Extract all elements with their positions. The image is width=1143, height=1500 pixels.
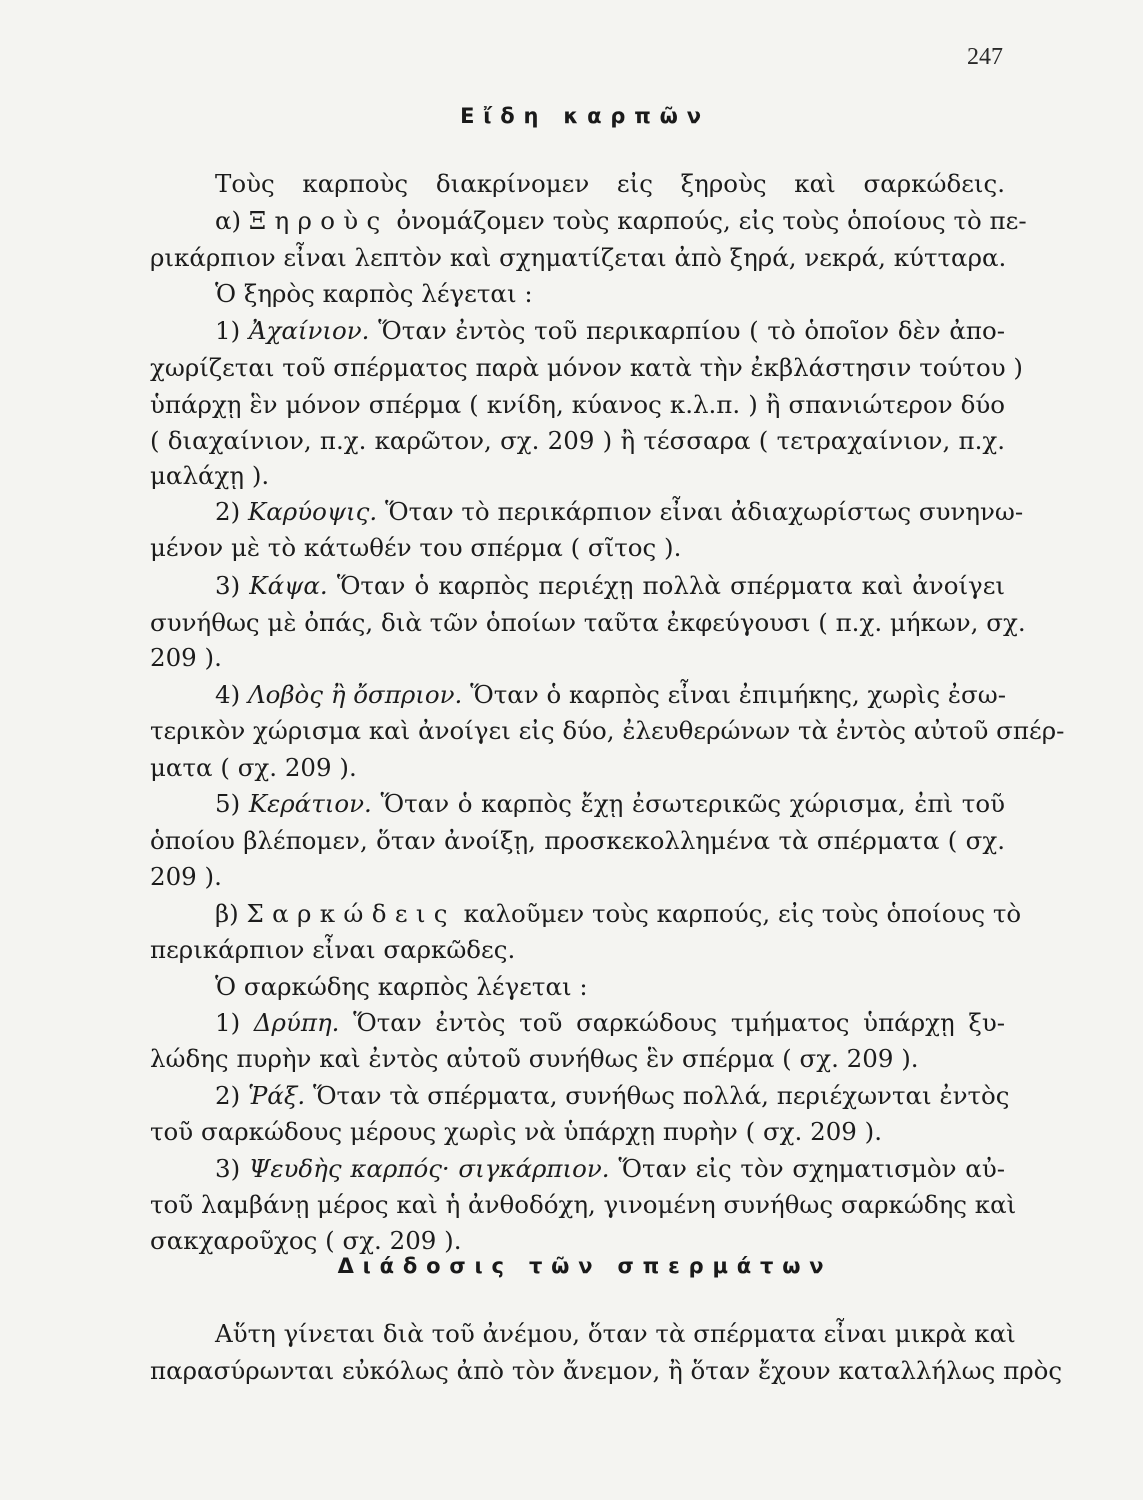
italic-term: Κάψα. [249,571,328,600]
text-line: β) Σαρκώδεις καλοῦμεν τοὺς καρπούς, εἰς τοὺς ὁποίους τὸ [215,899,1022,928]
text-line: τερικὸν χώρισμα καὶ ἀνοίγει εἰς δύο, ἐλευθερώνων τὰ ἐντὸς αὐτοῦ σπέρ- [150,716,1065,745]
text-line: ὁποίου βλέπομεν, ὅταν ἀνοίξῃ, προσκεκολλημένα τὰ σπέρματα ( σχ. [150,826,1005,855]
text-line: Τοὺς καρποὺς διακρίνομεν εἰς ξηροὺς καὶ σαρκώδεις. [215,169,1005,198]
text-line: Αὕτη γίνεται διὰ τοῦ ἀνέμου, ὅταν τὰ σπέρματα εἶναι μικρὰ καὶ [215,1319,1016,1348]
text-line: μαλάχῃ ). [150,461,270,490]
text-line: σακχαροῦχος ( σχ. 209 ). [150,1226,462,1255]
text-line: 3) Ψευδὴς καρπός· σιγκάρπιον. Ὅταν εἰς τὸν σχηματισμὸν αὐ- [215,1154,1005,1183]
text-line: Ὁ ξηρὸς καρπὸς λέγεται : [215,279,533,308]
text-line: ὑπάρχῃ ἓν μόνον σπέρμα ( κνίδη, κύανος κ.λ.π. ) ἢ σπανιώτερον δύο [150,390,1005,419]
section-heading-seed-dispersal: Διάδοσις τῶν σπερμάτων [337,1254,833,1278]
text-line: α) Ξηροὺς ὀνομάζομεν τοὺς καρπούς, εἰς τοὺς ὁποίους τὸ πε- [215,206,1027,235]
text-line: 209 ). [150,643,222,672]
text-line: 3) Κάψα. Ὅταν ὁ καρπὸς περιέχῃ πολλὰ σπέρματα καὶ ἀνοίγει [215,571,1005,600]
text-line: περικάρπιον εἶναι σαρκῶδες. [150,935,516,964]
section-heading-fruit-types: Εἴδη καρπῶν [460,104,710,128]
text-line: μένον μὲ τὸ κάτωθέν του σπέρμα ( σῖτος ). [150,533,682,562]
text-line: 1) Ἀχαίνιον. Ὅταν ἐντὸς τοῦ περικαρπίου ( τὸ ὁποῖον δὲν ἀπο- [215,316,1006,345]
text-line: 1) Δρύπη. Ὅταν ἐντὸς τοῦ σαρκώδους τμήματος ὑπάρχῃ ξυ- [215,1008,1005,1037]
text-line: χωρίζεται τοῦ σπέρματος παρὰ μόνον κατὰ τὴν ἐκβλάστησιν τούτου ) [150,353,1023,382]
text-line: Ὁ σαρκώδης καρπὸς λέγεται : [215,972,588,1001]
text-line: συνήθως μὲ ὀπάς, διὰ τῶν ὁποίων ταῦτα ἐκφεύγουσι ( π.χ. μήκων, σχ. [150,608,1026,637]
text-line: λώδης πυρὴν καὶ ἐντὸς αὐτοῦ συνήθως ἓν σπέρμα ( σχ. 209 ). [150,1044,919,1073]
text-line: ( διαχαίνιον, π.χ. καρῶτον, σχ. 209 ) ἢ τέσσαρα ( τετραχαίνιον, π.χ. [150,426,1005,455]
italic-term: Ἀχαίνιον. [248,316,370,345]
text-line: ματα ( σχ. 209 ). [150,753,357,782]
text-line: ρικάρπιον εἶναι λεπτὸν καὶ σχηματίζεται ἀπὸ ξηρά, νεκρά, κύτταρα. [150,243,1007,272]
italic-term: Καρύοψις. [247,497,378,526]
spaced-term: Ξηροὺς [248,206,389,235]
text-line: 4) Λοβὸς ἢ ὄσπριον. Ὅταν ὁ καρπὸς εἶναι ἐπιμήκης, χωρὶς ἐσω- [215,680,1007,709]
text-line: παρασύρωνται εὐκόλως ἀπὸ τὸν ἄνεμον, ἢ ὅταν ἔχουν καταλλήλως πρὸς [150,1356,1063,1385]
italic-term: Λοβὸς ἢ ὄσπριον. [247,680,463,709]
text-line: 2) Καρύοψις. Ὅταν τὸ περικάρπιον εἶναι ἀδιαχωρίστως συνηνω- [215,497,1024,526]
italic-term: Ῥάξ. [247,1081,306,1110]
text-line: τοῦ σαρκώδους μέρους χωρὶς νὰ ὑπάρχῃ πυρὴν ( σχ. 209 ). [150,1117,882,1146]
text-line: 2) Ῥάξ. Ὅταν τὰ σπέρματα, συνήθως πολλά, περιέχωνται ἐντὸς [215,1081,1010,1110]
italic-term: Κεράτιον. [248,789,372,818]
text-line: 5) Κεράτιον. Ὅταν ὁ καρπὸς ἔχῃ ἐσωτερικῶς χώρισμα, ἐπὶ τοῦ [215,789,1005,818]
page-number: 247 [967,44,1003,70]
text-line: 209 ). [150,862,222,891]
italic-term: Ψευδὴς καρπός· σιγκάρπιον. [248,1154,610,1183]
italic-term: Δρύπη. [253,1008,340,1037]
text-line: τοῦ λαμβάνῃ μέρος καὶ ἡ ἀνθοδόχη, γινομένη συνήθως σαρκώδης καὶ [150,1190,1017,1219]
spaced-term: Σαρκώδεις [246,899,456,928]
